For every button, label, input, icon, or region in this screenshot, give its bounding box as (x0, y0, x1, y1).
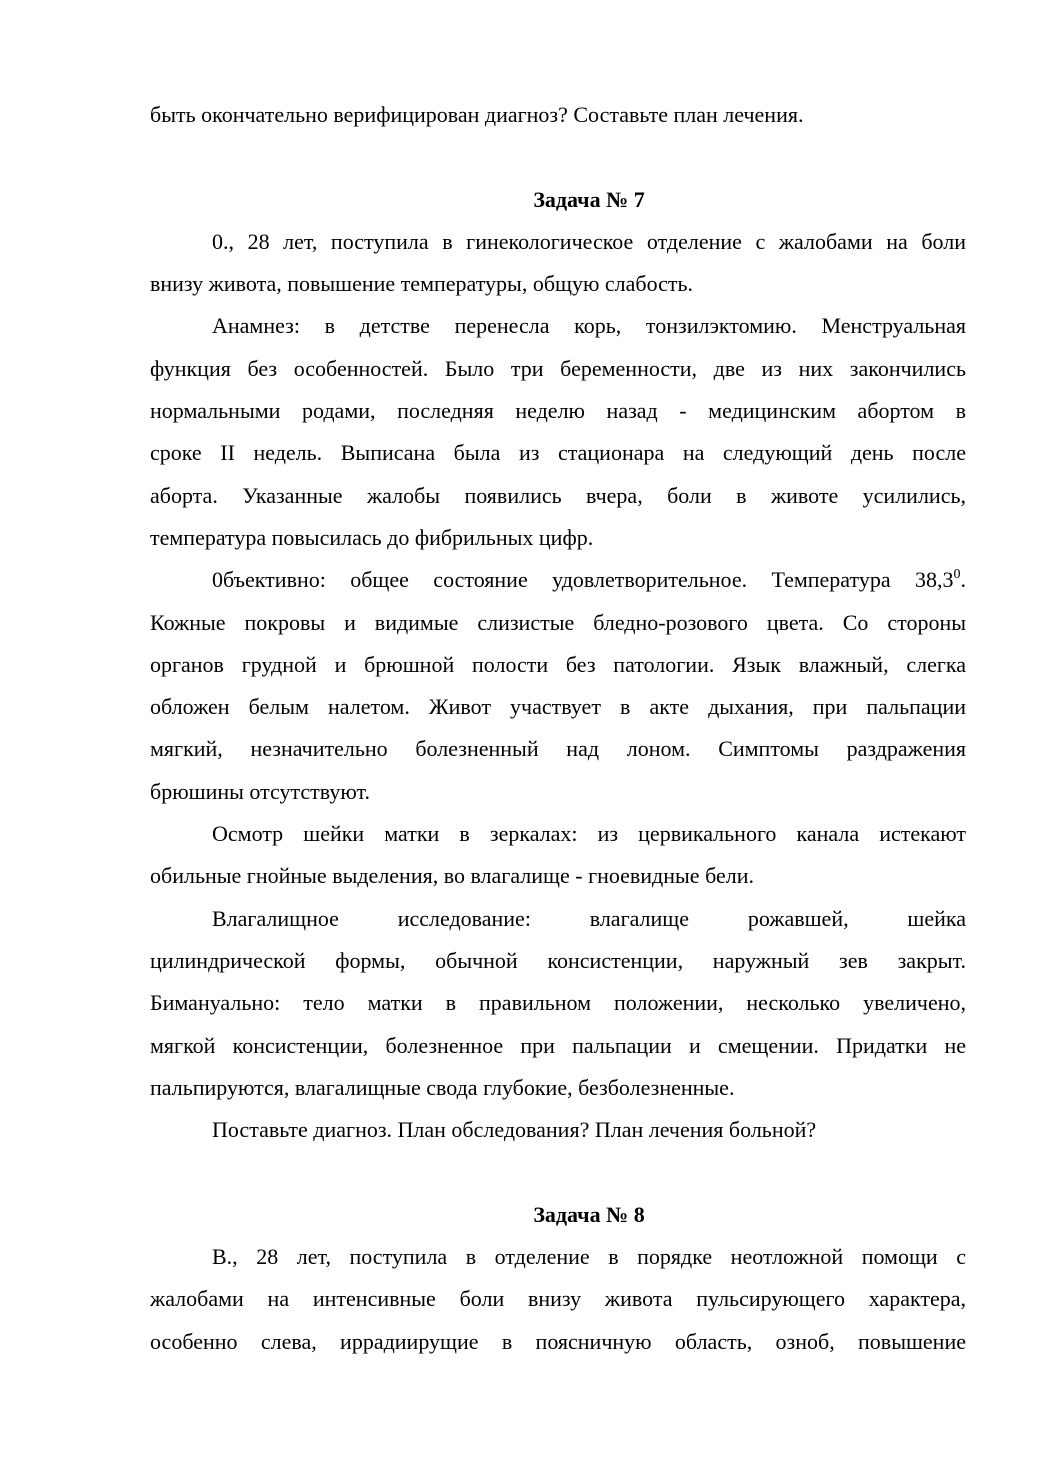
text-line: мягкой консистенции, болезненное при пальпации и смещении. Придатки не (150, 1032, 966, 1058)
text-line: функция без особенностей. Было три беременности, две из них закончились (150, 355, 966, 381)
text-line: Влагалищное исследование: влагалище рожавшей, шейка (212, 905, 966, 931)
task-7-objective (150, 559, 966, 813)
task-8-paragraph-1 (150, 1236, 966, 1363)
text-line: жалобами на интенсивные боли внизу живота пульсирующего характера, (150, 1286, 966, 1312)
text-line: цилиндрической формы, обычной консистенции, наружный зев закрыт. (150, 947, 966, 973)
text-line: обильные гнойные выделения, во влагалище - гноевидные бели. (150, 863, 754, 889)
text-line: аборта. Указанные жалобы появились вчера, боли в животе усилились, (150, 482, 966, 508)
task-7-heading: Задача № 7 (533, 186, 645, 212)
document-page (150, 94, 966, 1363)
task-7-question: Поставьте диагноз. План обследования? План лечения больной? (212, 1117, 817, 1143)
task-7-paragraph-1 (150, 221, 966, 306)
task-7-vaginal-exam (150, 898, 966, 1109)
text-line: 0., 28 лет, поступила в гинекологическое отделение с жалобами на боли (212, 228, 966, 254)
text-line: сроке II недель. Выписана была из стационара на следующий день после (150, 440, 966, 466)
intro-line: быть окончательно верифицирован диагноз? Составьте план лечения. (150, 102, 804, 127)
text-line: температура повысилась до фибрильных цифр. (150, 524, 594, 550)
text-line: нормальными родами, последняя неделю назад - медицинским абортом в (150, 398, 966, 424)
text-line: В., 28 лет, поступила в отделение в порядке неотложной помощи с (212, 1244, 966, 1270)
text-line: обложен белым налетом. Живот участвует в акте дыхания, при пальпации (150, 694, 966, 720)
text-line: Анамнез: в детстве перенесла корь, тонзилэктомию. Менструальная (212, 313, 966, 339)
text-line: Кожные покровы и видимые слизистые бледно-розового цвета. Со стороны (150, 609, 966, 635)
spacer (150, 136, 966, 178)
spacer (150, 1151, 966, 1193)
text-line: мягкий, незначительно болезненный над лоном. Симптомы раздражения (150, 736, 966, 762)
objective-text: 0бъективно: общее состояние удовлетворительное. Температура 38,3 (212, 567, 954, 593)
degree-superscript: 0 (953, 567, 961, 583)
text-line: внизу живота, повышение температуры, общую слабость. (150, 271, 694, 297)
task-7-speculum-exam (150, 813, 966, 898)
task-8-heading: Задача № 8 (533, 1201, 645, 1227)
text-line: брюшины отсутствуют. (150, 778, 370, 804)
text-line: Осмотр шейки матки в зеркалах: из цервикального канала истекают (212, 821, 966, 847)
text-line: Бимануально: тело матки в правильном положении, несколько увеличено, (150, 990, 966, 1016)
text-line (150, 559, 966, 601)
text-line: пальпируются, влагалищные свода глубокие, безболезненные. (150, 1074, 735, 1100)
text-line: особенно слева, иррадиирущие в поясничную область, озноб, повышение (150, 1328, 966, 1354)
objective-tail: . (960, 567, 966, 593)
text-line: органов грудной и брюшной полости без патологии. Язык влажный, слегка (150, 651, 966, 677)
task-7-anamnesis (150, 305, 966, 559)
